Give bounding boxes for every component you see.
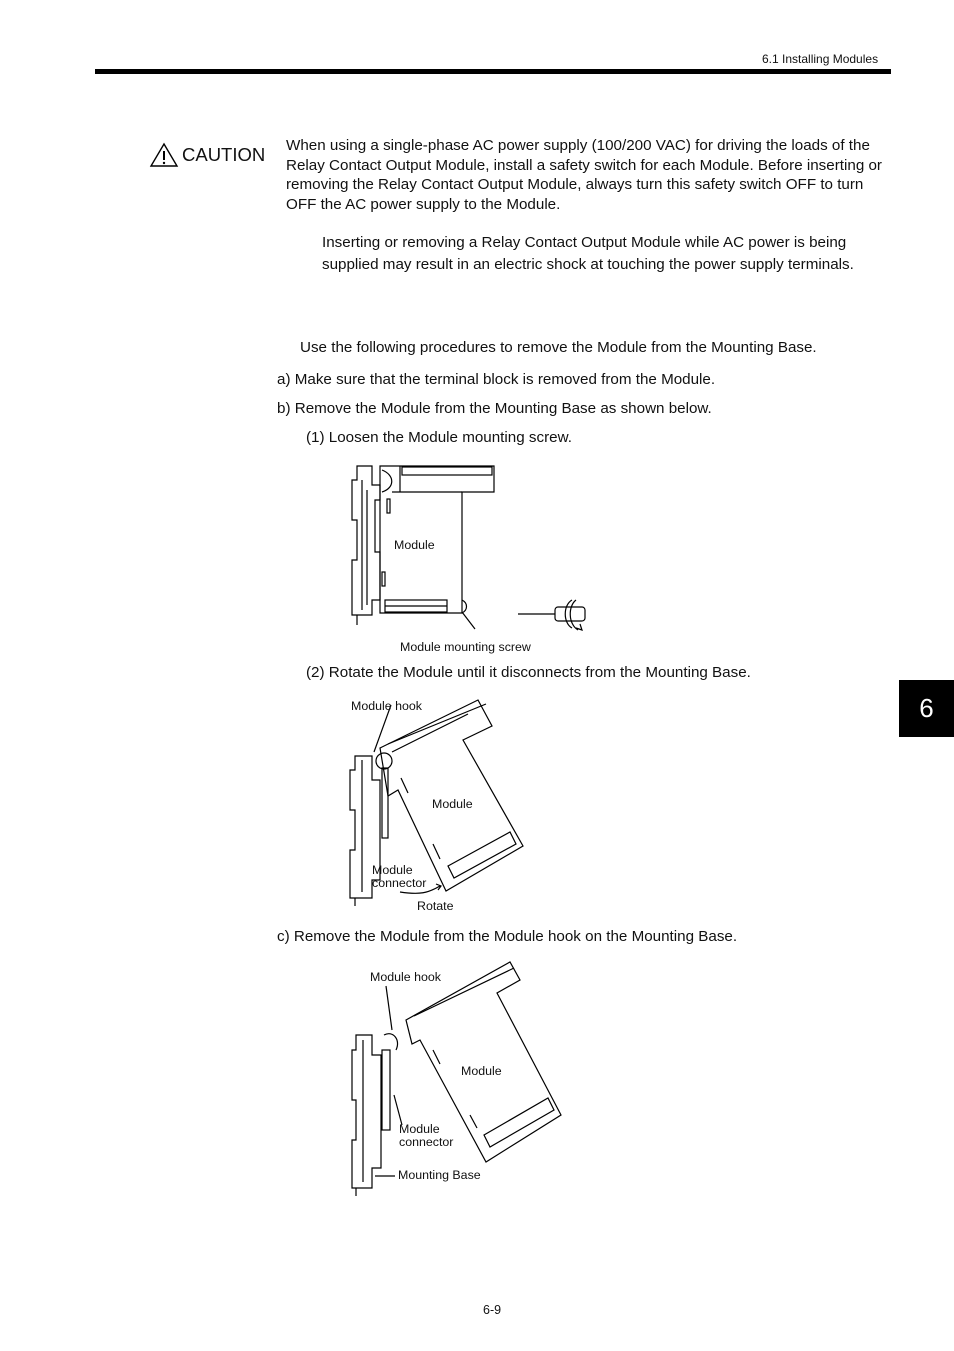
- figure2-hook-label: Module hook: [351, 699, 422, 713]
- figure3-connector-label-1: Module: [399, 1122, 440, 1136]
- figure2-module-label: Module: [432, 797, 473, 811]
- step-a: a) Make sure that the terminal block is removed from the Module.: [277, 371, 716, 388]
- figure3-connector-label-2: connector: [399, 1135, 454, 1149]
- chapter-tab: 6: [899, 680, 954, 737]
- caution-text: When using a single-phase AC power supply (100/200 VAC) for driving the loads of the Relay Contact Output Module, install a safety switch for each Module. Before inserting or removing the Relay Contact Output Module, always turn this safety switch OFF to turn OFF the AC power supply to the Module.: [286, 137, 882, 213]
- figure1-screw-label: Module mounting screw: [400, 640, 531, 654]
- step-b: b) Remove the Module from the Mounting Base as shown below.: [277, 400, 712, 417]
- step-b2: (2) Rotate the Module until it disconnects from the Mounting Base.: [306, 664, 751, 681]
- figure2-rotate-label: Rotate: [417, 899, 454, 913]
- step-c: c) Remove the Module from the Module hook on the Mounting Base.: [277, 928, 738, 945]
- caution-label: CAUTION: [182, 144, 266, 165]
- caution-consequence: Inserting or removing a Relay Contact Output Module while AC power is being supplied may result in an electric shock at touching the power supply terminals.: [322, 234, 854, 273]
- intro-text: Use the following procedures to remove the Module from the Mounting Base.: [300, 339, 817, 356]
- figure3-module-label: Module: [461, 1064, 502, 1078]
- section-header: 6.1 Installing Modules: [762, 52, 879, 66]
- figure1-module-label: Module: [394, 538, 435, 552]
- page-number: 6-9: [483, 1303, 502, 1317]
- figure2-connector-label-1: Module: [372, 863, 413, 877]
- figure3-hook-label: Module hook: [370, 970, 441, 984]
- figure3-base-label: Mounting Base: [398, 1168, 481, 1182]
- figure2-connector-label-2: connector: [372, 876, 427, 890]
- step-b1: (1) Loosen the Module mounting screw.: [306, 429, 572, 446]
